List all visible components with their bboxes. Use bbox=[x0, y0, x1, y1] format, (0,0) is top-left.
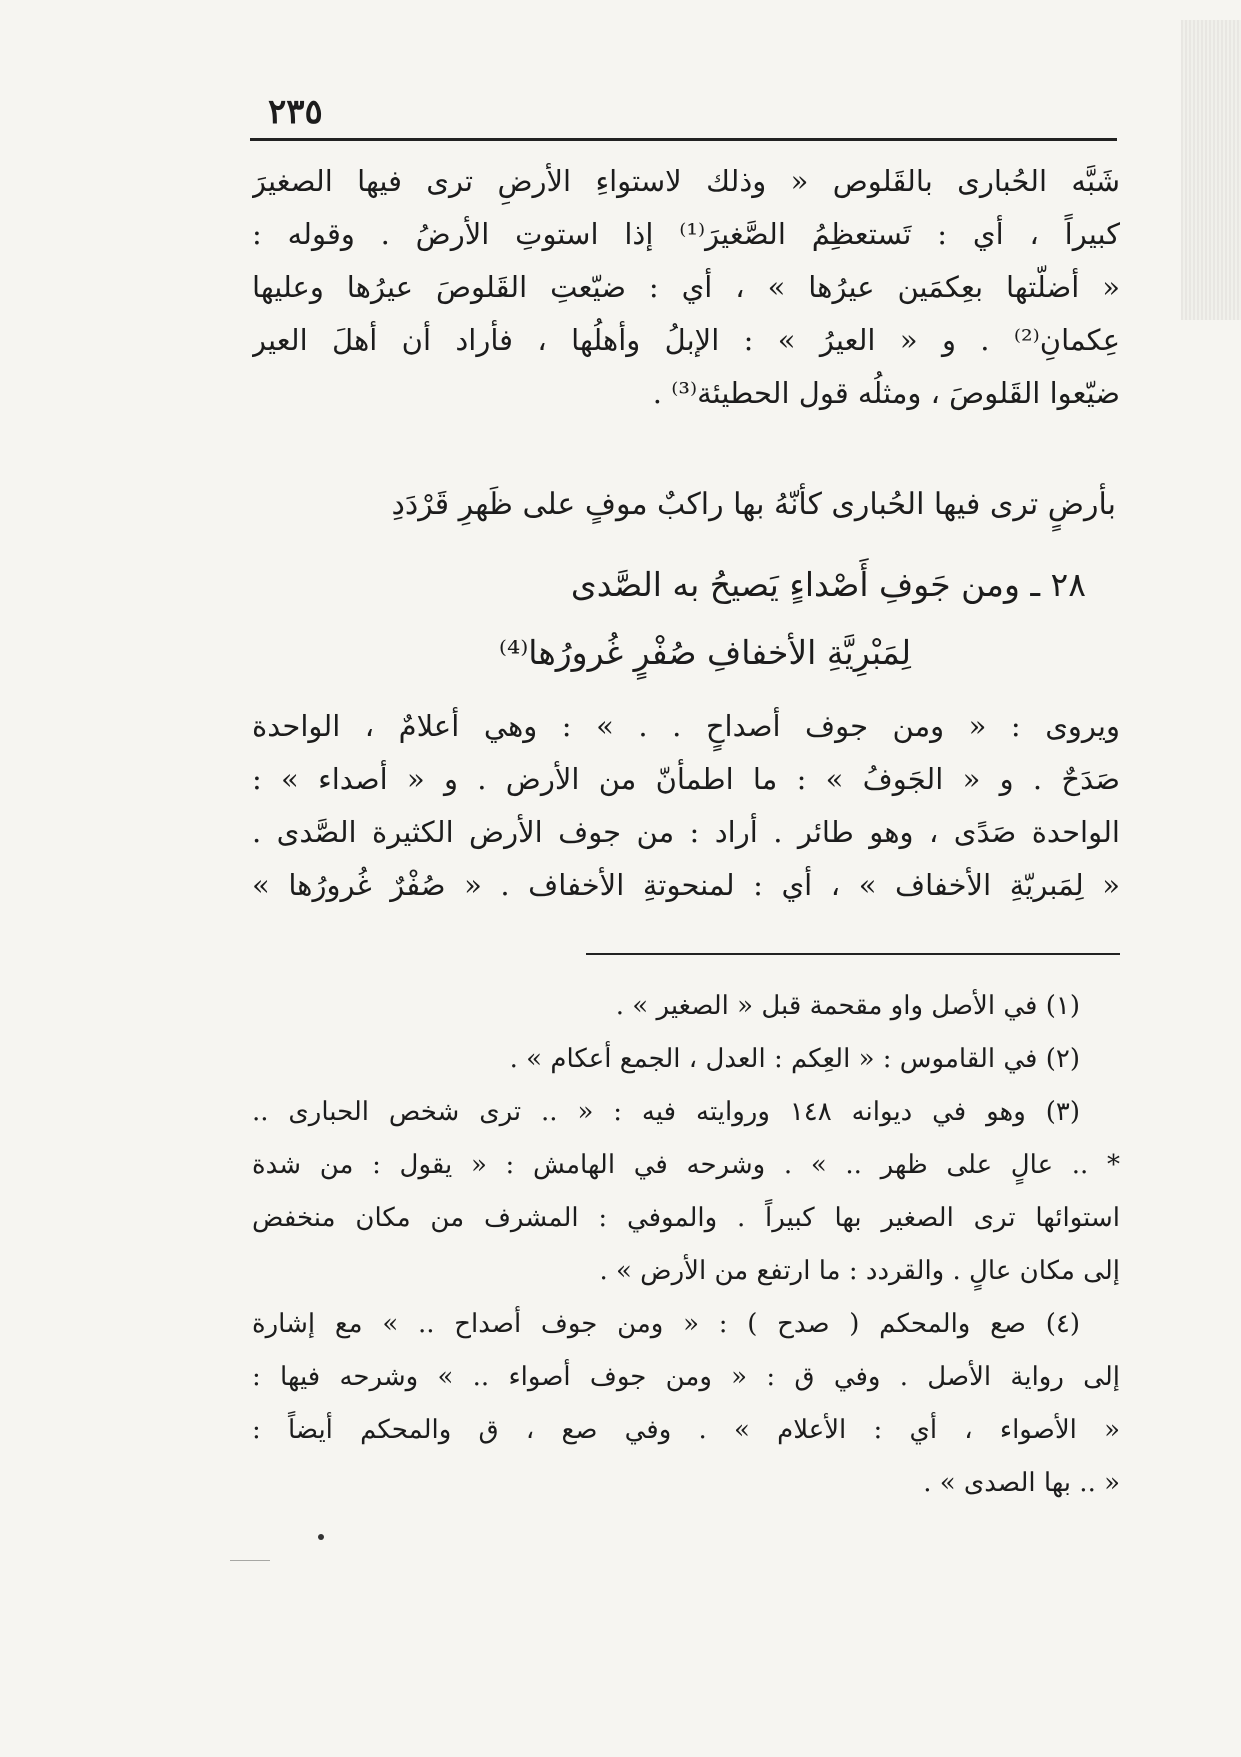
scan-speck bbox=[318, 1534, 324, 1540]
verse-28-second-hemistich: لِمَبْرِيَّةِ الأخفافِ صُفْرٍ غُرورُها⁽⁴⁾ bbox=[498, 633, 911, 672]
page-number: ٢٣٥ bbox=[268, 92, 323, 132]
footnote-3-cont: إلى مكان عالٍ . والقردد : ما ارتفع من الأرض » . bbox=[599, 1256, 1120, 1286]
body-paragraph bbox=[252, 155, 1120, 420]
footnote-2: (٢) في القاموس : « العِكم : العدل ، الجمع أعكام » . bbox=[509, 1044, 1080, 1074]
body-line: كبيراً ، أي : تَستعظِمُ الصَّغيرَ⁽¹⁾ إذا استوتِ الأرضُ . وقوله : bbox=[252, 217, 1120, 251]
footnote-4: (٤) صع والمحكم ( صدح ) : « ومن جوف أصداح .. » مع إشارة bbox=[252, 1309, 1080, 1339]
footnote-3-cont: * .. عالٍ على ظهر .. » . وشرحه في الهامش : « يقول : من شدة bbox=[252, 1150, 1120, 1180]
footnote-4-cont: إلى رواية الأصل . وفي ق : « ومن جوف أصواء .. » وشرحه فيها : bbox=[252, 1362, 1120, 1392]
body-line: عِكمانِ⁽²⁾ . و « العيرُ » : الإبلُ وأهلُها ، فأراد أن أهلَ العير bbox=[252, 323, 1120, 357]
body-line: شَبَّه الحُبارى بالقَلوص « وذلك لاستواءِ الأرضِ ترى فيها الصغيرَ bbox=[252, 164, 1120, 198]
scan-speck bbox=[230, 1560, 270, 1561]
footnotes bbox=[252, 980, 1120, 1510]
quoted-verse-hutaya: بأرضٍ ترى فيها الحُبارى كأنّهُ بها راكبٌ موفٍ على ظَهرِ قَرْدَدِ bbox=[391, 487, 1116, 522]
commentary-paragraph bbox=[252, 700, 1120, 912]
header-rule bbox=[250, 138, 1117, 141]
footnote-separator bbox=[586, 953, 1120, 955]
footnote-4-cont: « الأصواء ، أي : الأعلام » . وفي صع ، ق والمحكم أيضاً : bbox=[252, 1415, 1120, 1445]
footnote-3: (٣) وهو في ديوانه ١٤٨ وروايته فيه : « .. ترى شخص الحبارى .. bbox=[252, 1097, 1080, 1127]
verse-28-first-hemistich: ٢٨ ـ ومن جَوفِ أَصْداءٍ يَصيحُ به الصَّدى bbox=[570, 565, 1086, 604]
commentary-line: ويروى : « ومن جوف أصداحٍ . . » : وهي أعلامٌ ، الواحدة bbox=[252, 709, 1120, 743]
body-line: « أضلّتها بعِكمَين عيرُها » ، أي : ضيّعتِ القَلوصَ عيرُها وعليها bbox=[252, 270, 1120, 304]
footnote-4-cont: « .. بها الصدى » . bbox=[923, 1468, 1120, 1498]
commentary-line: الواحدة صَدًى ، وهو طائر . أراد : من جوف الأرض الكثيرة الصَّدى . bbox=[252, 815, 1120, 849]
commentary-line: « لِمَبريّةِ الأخفاف » ، أي : لمنحوتةِ الأخفاف . « صُفْرٌ غُرورُها » bbox=[252, 868, 1120, 902]
footnote-1: (١) في الأصل واو مقحمة قبل « الصغير » . bbox=[615, 991, 1080, 1021]
page-edge-shadow bbox=[1181, 20, 1241, 320]
footnote-3-cont: استوائها ترى الصغير بها كبيراً . والموفي : المشرف من مكان منخفض bbox=[252, 1203, 1120, 1233]
commentary-line: صَدَحٌ . و « الجَوفُ » : ما اطمأنّ من الأرض . و « أصداء » : bbox=[252, 762, 1120, 796]
body-line: ضيّعوا القَلوصَ ، ومثلُه قول الحطيئة⁽³⁾ . bbox=[652, 376, 1120, 410]
